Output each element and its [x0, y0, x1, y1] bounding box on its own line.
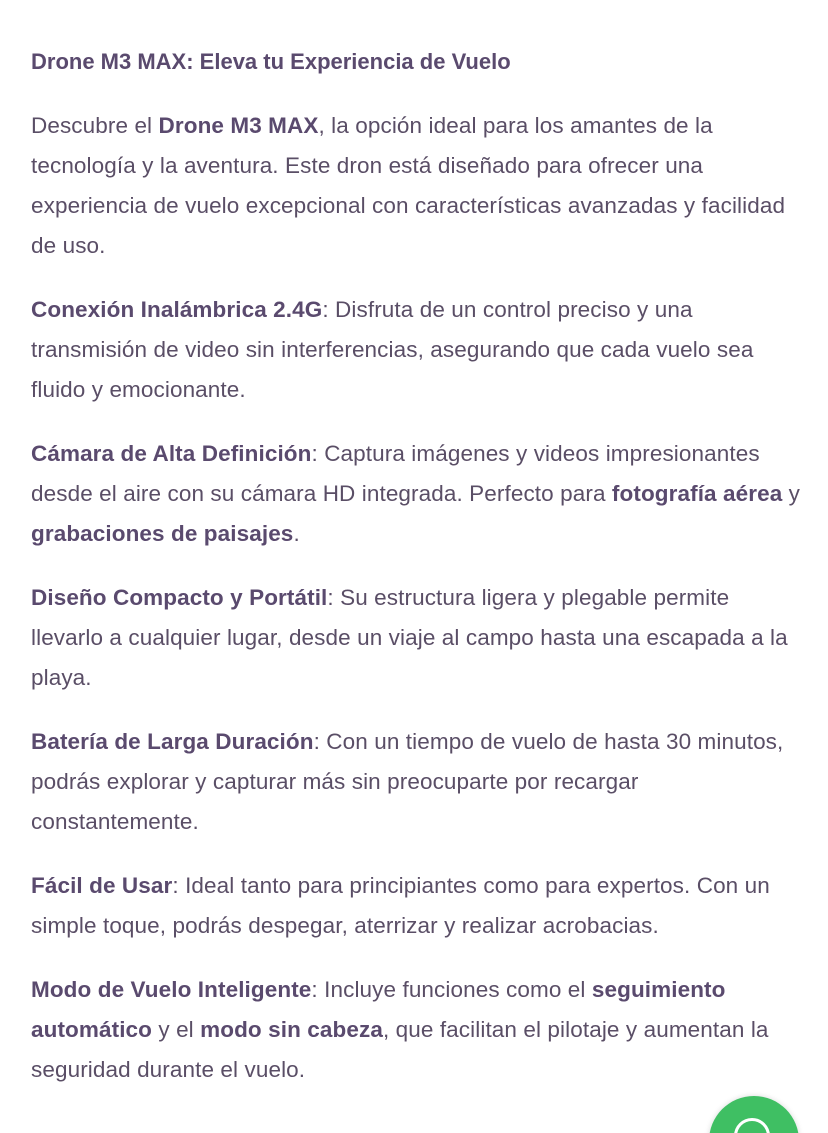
feature-highlight: modo sin cabeza — [200, 1017, 383, 1042]
feature-name: Cámara de Alta Definición — [31, 441, 312, 466]
feature-text: : Ideal tanto para principiantes como para expertos. Con un simple toque, podrás despegar, aterrizar y realizar acrobacias. — [31, 873, 770, 938]
feature-text: , que facilitan el pilotaje y aumentan la seguridad durante el vuelo. — [31, 1017, 769, 1082]
intro-text-post: , la opción ideal para los amantes de la tecnología y la aventura. Este dron está diseñado para ofrecer una experiencia de vuelo excepcional con características avanzadas y facilidad de uso. — [31, 113, 786, 258]
feature-name: Modo de Vuelo Inteligente — [31, 977, 312, 1002]
feature-paragraph-wireless — [31, 290, 806, 410]
feature-paragraph-camera — [31, 434, 806, 554]
feature-text: y — [782, 481, 801, 506]
feature-text: : Su estructura ligera y plegable permite llevarlo a cualquier lugar, desde un viaje al campo hasta una escapada a la playa. — [31, 585, 788, 690]
feature-text: : Incluye funciones como el — [311, 977, 592, 1002]
article-title: Drone M3 MAX: Eleva tu Experiencia de Vuelo — [31, 49, 511, 74]
feature-text: . — [293, 521, 300, 546]
feature-name: Conexión Inalámbrica 2.4G — [31, 297, 323, 322]
feature-text: : Disfruta de un control preciso y una transmisión de video sin interferencias, asegurando que cada vuelo sea fluido y emocionante. — [31, 297, 754, 402]
intro-product-name: Drone M3 MAX — [158, 113, 319, 138]
feature-highlight: grabaciones de paisajes — [31, 521, 294, 546]
feature-name: Fácil de Usar — [31, 873, 173, 898]
intro-text-pre: Descubre el — [31, 113, 159, 138]
feature-text: : Con un tiempo de vuelo de hasta 30 minutos, podrás explorar y capturar más sin preocuparte por recargar constantemente. — [31, 729, 784, 834]
feature-paragraph-battery — [31, 722, 806, 842]
whatsapp-icon — [734, 1118, 770, 1133]
feature-highlight: fotografía aérea — [611, 481, 783, 506]
article-content — [31, 42, 806, 1114]
feature-highlight: seguimiento automático — [31, 977, 726, 1042]
feature-text: y el — [152, 1017, 201, 1042]
feature-text: : Captura imágenes y videos impresionantes desde el aire con su cámara HD integrada. Perfecto para — [31, 441, 760, 506]
feature-paragraph-easy — [31, 866, 806, 946]
feature-paragraph-design — [31, 578, 806, 698]
feature-name: Diseño Compacto y Portátil — [31, 585, 328, 610]
feature-paragraph-smart-mode — [31, 970, 806, 1090]
feature-name: Batería de Larga Duración — [31, 729, 314, 754]
intro-paragraph — [31, 106, 806, 266]
